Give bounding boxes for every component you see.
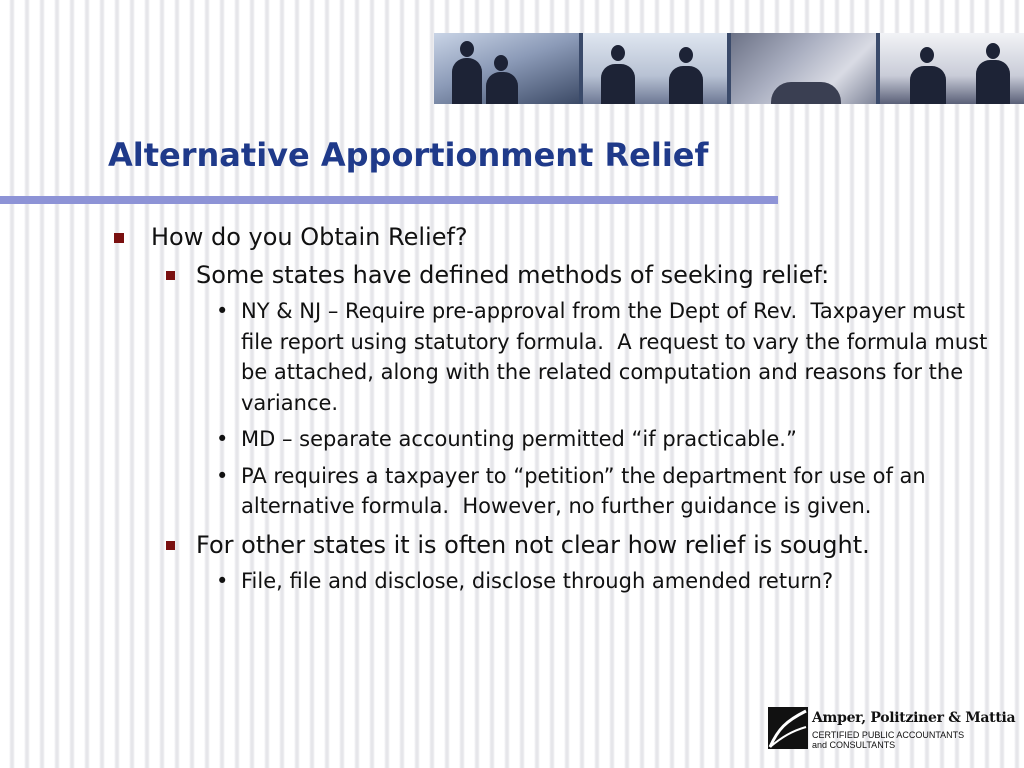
dot-bullet-icon: • — [216, 463, 229, 488]
slide-title: Alternative Apportionment Relief — [108, 136, 709, 174]
dot-bullet-icon: • — [216, 427, 229, 451]
bullet-level-2 — [0, 258, 1024, 292]
bullet-text: MD – separate accounting permitted “if practicable.” — [241, 427, 797, 451]
bullet-level-3 — [0, 566, 1024, 597]
bullet-level-3 — [0, 296, 1024, 418]
bullet-text: NY & NJ – Require pre-approval from the Dept of Rev. Taxpayer must file report using statutory formula. A request to vary the formula must be attached, along with the related computation and reasons for the variance. — [241, 299, 995, 415]
presentation-photo — [880, 33, 1024, 104]
bullet-text: File, file and disclose, disclose through amended return? — [241, 568, 834, 593]
business-people-photo — [434, 33, 579, 104]
header-photo-banner — [434, 33, 1024, 104]
square-bullet-icon — [114, 233, 124, 243]
dot-bullet-icon: • — [216, 299, 229, 323]
logo-company-name: Amper, Politziner & Mattia — [812, 710, 1016, 726]
bullet-level-2 — [0, 528, 1024, 562]
bullet-level-1 — [0, 220, 1024, 254]
square-bullet-icon — [166, 541, 175, 550]
bullet-text: How do you Obtain Relief? — [151, 223, 468, 251]
bullet-text: For other states it is often not clear how relief is sought. — [196, 530, 870, 559]
dot-bullet-icon: • — [216, 568, 229, 593]
title-underline — [0, 196, 778, 204]
bullet-level-3 — [0, 424, 1024, 455]
bullet-list — [0, 220, 1024, 602]
square-bullet-icon — [166, 271, 175, 280]
meeting-photo — [583, 33, 728, 104]
logo-emblem-icon — [768, 707, 808, 749]
handshake-photo — [731, 33, 876, 104]
bullet-text: PA requires a taxpayer to “petition” the department for use of an alternative formula. However, no further guidance is given. — [241, 463, 933, 518]
bullet-text: Some states have defined methods of seeking relief: — [196, 261, 830, 289]
company-logo — [768, 707, 1016, 751]
logo-tagline-1: CERTIFIED PUBLIC ACCOUNTANTS — [812, 730, 965, 740]
bullet-level-3 — [0, 461, 1024, 522]
logo-tagline-2: and CONSULTANTS — [812, 740, 896, 750]
